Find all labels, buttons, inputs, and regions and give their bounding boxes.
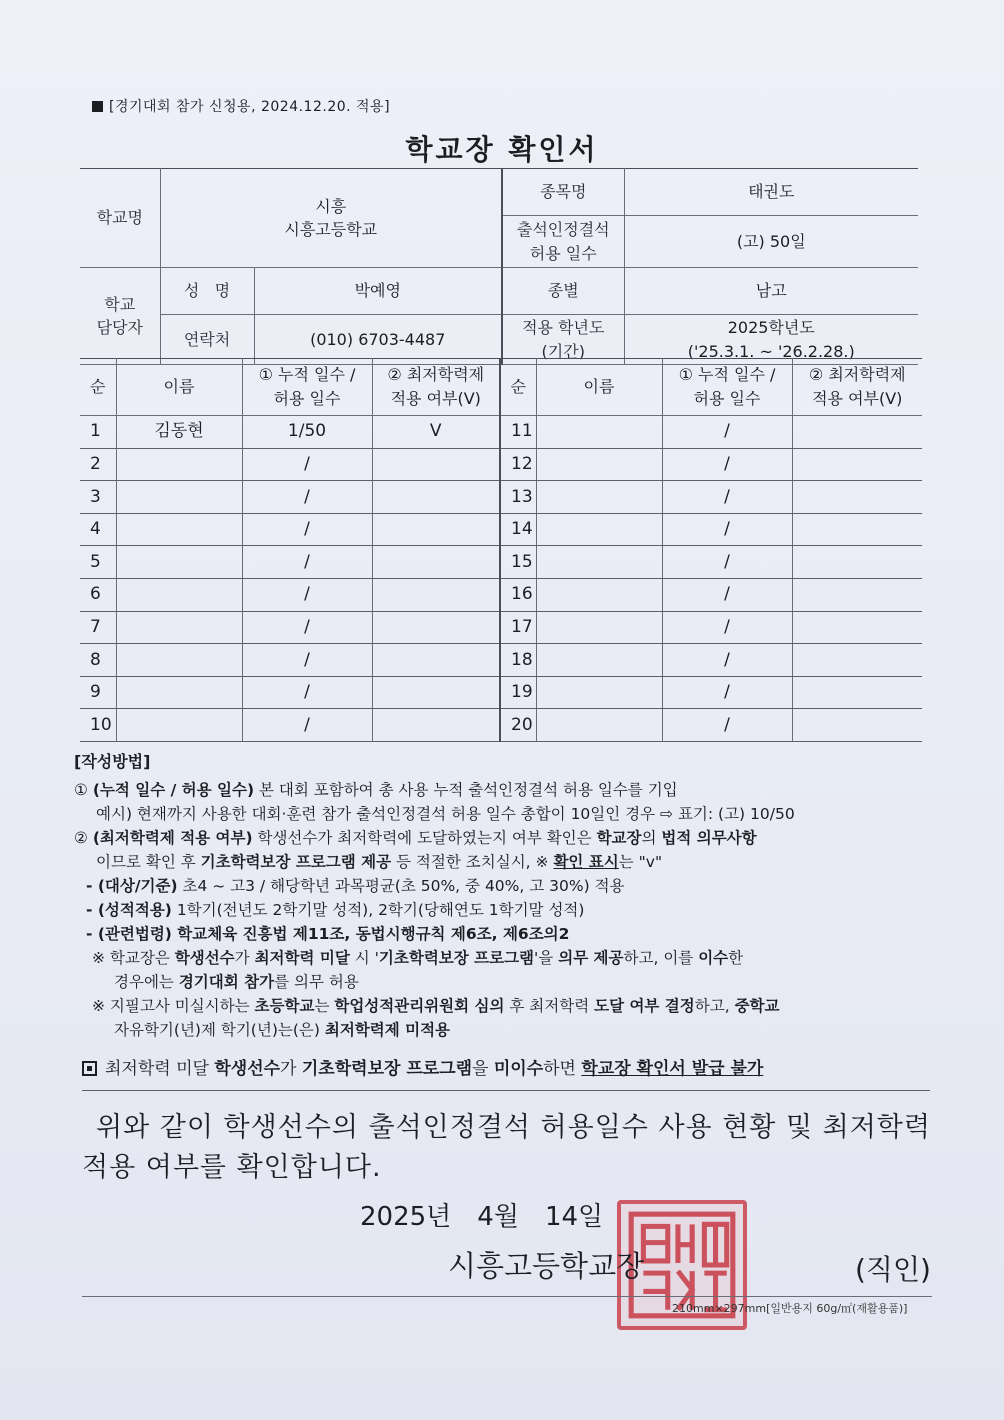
row-days: /	[242, 481, 372, 514]
row-min	[372, 644, 500, 677]
row-min	[372, 709, 500, 742]
row-name-2	[536, 448, 662, 481]
n2-g: 도달 여부 결정	[594, 997, 695, 1015]
row-days: /	[242, 513, 372, 546]
row-no-2: 20	[500, 709, 536, 742]
row-no: 3	[80, 481, 116, 514]
row-min-2	[792, 709, 922, 742]
notice	[82, 1054, 763, 1079]
row-name	[116, 578, 242, 611]
i2-b2: 학교장	[596, 829, 642, 847]
row-days-2: /	[662, 676, 792, 709]
year-value-2: ('25.3.1. ~ '26.2.28.)	[687, 341, 855, 361]
table-row	[80, 611, 922, 644]
n1-d: 가	[234, 949, 255, 967]
year-value	[624, 315, 918, 365]
row-days: /	[242, 448, 372, 481]
row-min-2	[792, 448, 922, 481]
d1-b: - (대상/기준)	[86, 877, 178, 895]
table-row	[80, 481, 922, 514]
note-1-line2	[74, 970, 934, 994]
row-min-2	[792, 513, 922, 546]
i2-l2-b1: 기초학력보장 프로그램 제공	[200, 853, 392, 871]
row-no: 6	[80, 578, 116, 611]
row-name	[116, 513, 242, 546]
n2-l2-b: 최저학력제 미적용	[324, 1021, 451, 1039]
i2-l2-t1: 이므로 확인 후	[96, 853, 201, 871]
detail-2	[74, 898, 934, 922]
col-days-2: 허용 일수	[273, 389, 341, 408]
confirmation-text	[82, 1108, 932, 1188]
n1-l2-b: 경기대회 참가	[178, 973, 275, 991]
i2-l2-b2: 확인 표시	[553, 853, 619, 871]
allowance-label-2: 허용 일수	[529, 243, 597, 263]
date-day: 14일	[544, 1202, 604, 1232]
row-days: /	[242, 578, 372, 611]
allowance-label-1: 출석인정결석	[516, 220, 610, 240]
row-min	[372, 546, 500, 579]
date-month: 4월	[477, 1202, 519, 1232]
row-name-2	[536, 644, 662, 677]
n2-a: ※ 지필고사 미실시	[92, 997, 220, 1015]
d3-t: 학교체육 진흥법 제11조, 동법시행규칙 제6조, 제6조의2	[171, 925, 570, 943]
col-min-2-2: 적용 여부(V)	[812, 389, 903, 408]
instruction-2-line2	[74, 850, 934, 874]
row-days-2: /	[662, 578, 792, 611]
school-label: 학교명	[80, 169, 160, 268]
table-row	[80, 416, 922, 449]
col-days-2-1: ① 누적 일수 /	[678, 365, 776, 384]
i2-b3: 법적 의무사항	[661, 829, 757, 847]
row-days-2: /	[662, 416, 792, 449]
n1-i: 의무 제공	[558, 949, 624, 967]
row-days-2: /	[662, 709, 792, 742]
page-title: 학교장 확인서	[405, 133, 599, 166]
col-min-2-1: ② 최저학력제	[808, 365, 906, 384]
year-label-1: 적용 학년도	[522, 318, 605, 338]
row-min	[372, 611, 500, 644]
table-header-row	[80, 359, 922, 416]
row-no-2: 14	[500, 513, 536, 546]
row-no: 1	[80, 416, 116, 449]
d2-t: 1학기(전년도 2학기말 성적), 2학기(당해연도 1학기말 성적)	[171, 901, 585, 919]
note-1	[74, 946, 934, 970]
n1-l: 한	[728, 949, 744, 967]
school-cell	[160, 169, 502, 268]
table-row	[80, 513, 922, 546]
row-min-2	[792, 644, 922, 677]
allowance-value: (고) 50일	[624, 216, 918, 268]
seal-label: (직인)	[855, 1253, 931, 1286]
n2-f: 후 최저학력	[504, 997, 595, 1015]
n1-b: 은	[154, 949, 175, 967]
row-no-2: 18	[500, 644, 536, 677]
n1-l2-a: 경우에는	[114, 973, 179, 991]
event-value: 태권도	[624, 169, 918, 216]
col-min-2: 적용 여부(V)	[390, 389, 481, 408]
year-value-1: 2025학년도	[727, 318, 815, 338]
square-bullet-icon	[92, 101, 103, 112]
contact-value: (010) 6703-4487	[254, 315, 502, 365]
row-min-2	[792, 611, 922, 644]
row-name-2	[536, 481, 662, 514]
n2-i: 중학교	[734, 997, 780, 1015]
footer-divider	[82, 1296, 932, 1297]
detail-1	[74, 874, 934, 898]
i1-num: ①	[74, 781, 88, 799]
gender-value: 남고	[624, 268, 918, 315]
year-label-2: (기간)	[541, 341, 585, 361]
n2-h: 하고,	[694, 997, 735, 1015]
row-name-2	[536, 676, 662, 709]
date-year: 2025년	[360, 1202, 452, 1232]
n2-b: 하는	[219, 997, 255, 1015]
row-min-2	[792, 546, 922, 579]
n1-j: 하고, 이를	[623, 949, 699, 967]
note-2-line2	[74, 1018, 934, 1042]
row-min	[372, 481, 500, 514]
row-days-2: /	[662, 513, 792, 546]
d3-b: - (관련법령)	[86, 925, 172, 943]
table-row	[80, 546, 922, 579]
n1-g: 기초학력보장 프로그램	[378, 949, 535, 967]
n1-l2-c: 를 의무 허용	[274, 973, 359, 991]
event-label: 종목명	[502, 169, 624, 216]
instruction-1-example: 예시) 현재까지 사용한 대회·훈련 참가 출석인정결석 허용 일수 총합이 10일인 경우 ⇨ 표기: (고) 10/50	[96, 805, 795, 823]
col-min-1: ② 최저학력제	[387, 365, 485, 384]
divider	[82, 1090, 930, 1091]
confirm-line-1: 위와 같이 학생선수의 출석인정결석 허용일수 사용 현황 및 최저학력	[96, 1112, 931, 1143]
n1-e: 최저학력 미달	[254, 949, 350, 967]
table-row	[80, 709, 922, 742]
row-days: /	[242, 644, 372, 677]
row-no: 2	[80, 448, 116, 481]
instruction-2	[74, 826, 934, 850]
row-min	[372, 676, 500, 709]
manager-label	[80, 268, 160, 365]
signer-name: 시흥고등학교장	[448, 1249, 645, 1283]
n1-c: 학생선수	[174, 949, 235, 967]
row-no-2: 11	[500, 416, 536, 449]
row-no-2: 16	[500, 578, 536, 611]
row-name	[116, 611, 242, 644]
col-name-2: 이름	[536, 359, 662, 416]
d2-b: - (성적적용)	[86, 901, 172, 919]
paper-spec: 210mm×297mm[일반용지 60g/㎡(재활용품)]	[672, 1302, 908, 1315]
top-note-text: [경기대회 참가 신청용, 2024.12.20. 적용]	[109, 99, 391, 115]
row-days: /	[242, 546, 372, 579]
notice-c: 가	[280, 1059, 302, 1079]
gender-label: 종별	[502, 268, 624, 315]
row-name	[116, 709, 242, 742]
row-no: 10	[80, 709, 116, 742]
i2-t1: 학생선수가 최저학력에 도달하였는지 여부 확인은	[252, 829, 597, 847]
notice-f: 미이수	[493, 1059, 544, 1079]
detail-3	[74, 922, 934, 946]
col-days	[242, 359, 372, 416]
n2-e: 학업성적관리위원회 심의	[334, 997, 505, 1015]
row-no: 7	[80, 611, 116, 644]
issue-date	[360, 1196, 629, 1233]
col-days-2-2: 허용 일수	[693, 389, 761, 408]
allowance-label	[502, 216, 624, 268]
col-min-2	[792, 359, 922, 416]
i2-num: ②	[74, 829, 88, 847]
notice-a: 최저학력 미달	[105, 1059, 215, 1079]
row-min-2	[792, 416, 922, 449]
col-name: 이름	[116, 359, 242, 416]
i2-l2-t2: 등 적절한 조치실시, ※	[391, 853, 554, 871]
row-name-2	[536, 546, 662, 579]
n1-k: 이수	[698, 949, 729, 967]
row-no-2: 12	[500, 448, 536, 481]
i2-l2-t3: 는 "v"	[618, 853, 663, 871]
col-days-2	[662, 359, 792, 416]
i1-bold: (누적 일수 / 허용 일수)	[92, 781, 255, 799]
n2-d: 는	[314, 997, 335, 1015]
table-row	[80, 578, 922, 611]
row-name-2	[536, 709, 662, 742]
row-name: 김동현	[116, 416, 242, 449]
row-days-2: /	[662, 448, 792, 481]
note-2	[74, 994, 934, 1018]
i2-bold: (최저학력제 적용 여부)	[92, 829, 253, 847]
row-days-2: /	[662, 611, 792, 644]
row-days-2: /	[662, 644, 792, 677]
row-no: 5	[80, 546, 116, 579]
n2-c: 초등학교	[254, 997, 315, 1015]
row-name-2	[536, 611, 662, 644]
row-no: 8	[80, 644, 116, 677]
row-no: 4	[80, 513, 116, 546]
instruction-1	[74, 778, 934, 802]
row-days: /	[242, 709, 372, 742]
school-region: 시흥	[315, 196, 347, 216]
row-name-2	[536, 578, 662, 611]
col-no-2: 순	[500, 359, 536, 416]
row-name	[116, 448, 242, 481]
notice-b: 학생선수	[214, 1059, 281, 1079]
notice-e: 을	[472, 1059, 494, 1079]
n2-l2-a: 자유학기(년)제 학기(년)는(은)	[114, 1021, 325, 1039]
row-no-2: 13	[500, 481, 536, 514]
row-name	[116, 481, 242, 514]
student-list-table	[80, 358, 922, 742]
notice-d: 기초학력보장 프로그램	[301, 1059, 473, 1079]
row-days: /	[242, 611, 372, 644]
row-no-2: 15	[500, 546, 536, 579]
row-days: 1/50	[242, 416, 372, 449]
table-row	[80, 448, 922, 481]
name-label: 성 명	[160, 268, 254, 315]
col-days-1: ① 누적 일수 /	[258, 365, 356, 384]
box-bullet-icon	[82, 1061, 97, 1076]
col-min	[372, 359, 500, 416]
row-name-2	[536, 416, 662, 449]
row-min	[372, 578, 500, 611]
row-min-2	[792, 676, 922, 709]
notice-g: 하면	[543, 1059, 582, 1079]
n1-a: ※ 학교장	[92, 949, 155, 967]
confirm-line-2: 적용 여부를 확인합니다.	[82, 1152, 382, 1183]
row-name-2	[536, 513, 662, 546]
manager-label-2: 담당자	[96, 318, 143, 337]
row-no: 9	[80, 676, 116, 709]
table-row	[80, 644, 922, 677]
info-table	[80, 168, 918, 365]
instructions-title: [작성방법]	[74, 752, 151, 771]
row-name	[116, 546, 242, 579]
i2-t2: 의	[641, 829, 662, 847]
manager-label-1: 학교	[104, 294, 136, 314]
row-name	[116, 644, 242, 677]
d1-t: 초4 ~ 고3 / 해당학년 과목평균(초 50%, 중 40%, 고 30%) 적용	[177, 877, 625, 895]
row-min-2	[792, 578, 922, 611]
row-days-2: /	[662, 546, 792, 579]
row-min	[372, 513, 500, 546]
row-min	[372, 448, 500, 481]
i1-text: 본 대회 포함하여 총 사용 누적 출석인정결석 허용 일수를 기입	[254, 781, 678, 799]
row-no-2: 17	[500, 611, 536, 644]
contact-label: 연락처	[160, 315, 254, 365]
row-min-2	[792, 481, 922, 514]
row-days: /	[242, 676, 372, 709]
row-no-2: 19	[500, 676, 536, 709]
row-min: V	[372, 416, 500, 449]
year-label	[502, 315, 624, 365]
instructions	[74, 750, 934, 1042]
notice-h: 학교장 확인서 발급 불가	[581, 1059, 764, 1079]
table-row	[80, 676, 922, 709]
n1-h: '을	[534, 949, 559, 967]
school-name: 시흥고등학교	[284, 220, 378, 239]
row-days-2: /	[662, 481, 792, 514]
top-note	[92, 96, 390, 116]
col-no: 순	[80, 359, 116, 416]
name-value: 박예영	[254, 268, 502, 315]
n1-f: 시 '	[349, 949, 379, 967]
row-name	[116, 676, 242, 709]
